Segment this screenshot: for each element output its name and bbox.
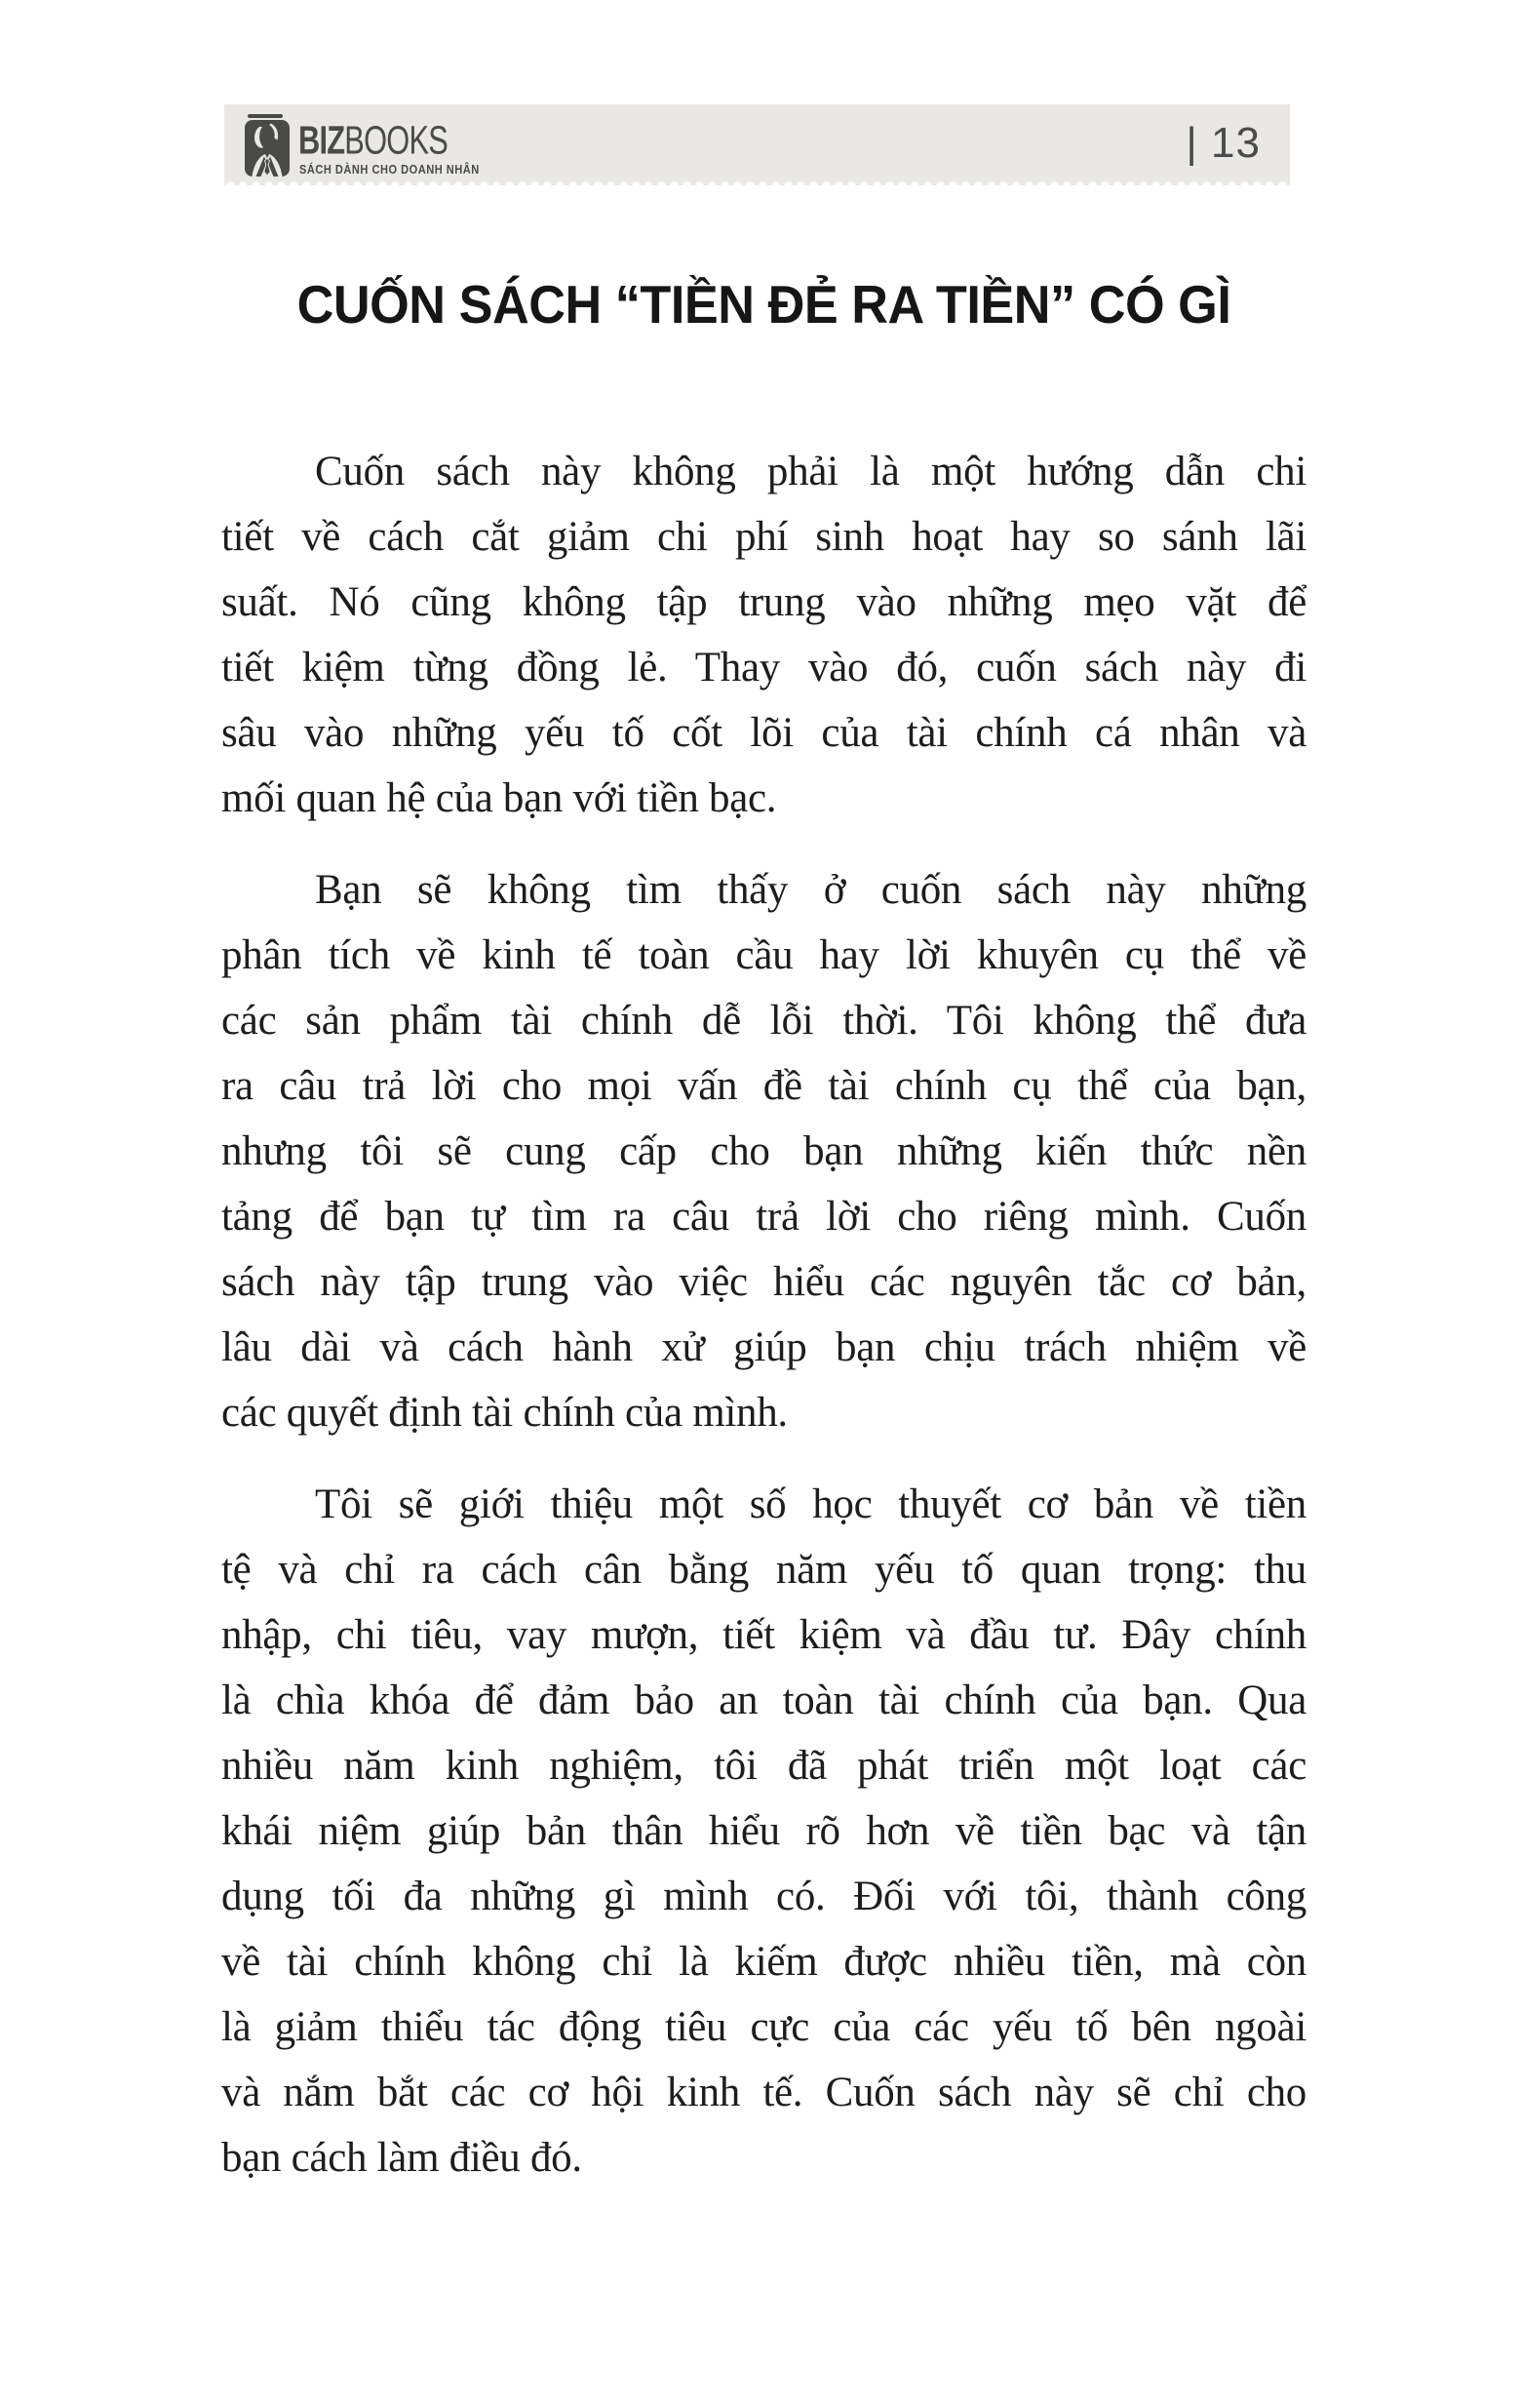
page-number: | 13 bbox=[1186, 119, 1261, 167]
text-line: các sản phẩm tài chính dễ lỗi thời. Tôi không thể đưa bbox=[221, 998, 1306, 1044]
brand-books: BOOKS bbox=[344, 118, 448, 163]
text-line: sâu vào những yếu tố cốt lõi của tài chính cá nhân và bbox=[221, 710, 1306, 756]
brand-wordmark bbox=[298, 120, 448, 162]
text-line: và nắm bắt các cơ hội kinh tế. Cuốn sách này sẽ chỉ cho bbox=[221, 2070, 1306, 2115]
text-line: là giảm thiểu tác động tiêu cực của các yếu tố bên ngoài bbox=[221, 2004, 1306, 2050]
page-header bbox=[224, 104, 1290, 185]
text-line: Cuốn sách này không phải là một hướng dẫn chi bbox=[315, 449, 1306, 494]
text-line: phân tích về kinh tế toàn cầu hay lời khuyên cụ thể về bbox=[221, 932, 1306, 978]
text-line: suất. Nó cũng không tập trung vào những mẹo vặt để bbox=[221, 579, 1306, 625]
text-line: dụng tối đa những gì mình có. Đối với tôi, thành công bbox=[221, 1874, 1306, 1919]
bizbooks-man-book-icon bbox=[245, 114, 290, 177]
text-line: tiết kiệm từng đồng lẻ. Thay vào đó, cuốn sách này đi bbox=[221, 645, 1306, 691]
text-line: các quyết định tài chính của mình. bbox=[221, 1390, 788, 1436]
text-line: về tài chính không chỉ là kiếm được nhiều tiền, mà còn bbox=[221, 1939, 1306, 1985]
text-line: Tôi sẽ giới thiệu một số học thuyết cơ bản về tiền bbox=[315, 1481, 1306, 1527]
paragraph bbox=[221, 1472, 1306, 2191]
text-line: tệ và chỉ ra cách cân bằng năm yếu tố quan trọng: thu bbox=[221, 1547, 1306, 1593]
text-line: nhiều năm kinh nghiệm, tôi đã phát triển một loạt các bbox=[221, 1743, 1306, 1789]
text-line: nhập, chi tiêu, vay mượn, tiết kiệm và đầu tư. Đây chính bbox=[221, 1612, 1306, 1658]
text-line: sách này tập trung vào việc hiểu các nguyên tắc cơ bản, bbox=[221, 1259, 1306, 1305]
text-line: mối quan hệ của bạn với tiền bạc. bbox=[221, 775, 777, 821]
paragraph bbox=[221, 439, 1306, 831]
text-line: tiết về cách cắt giảm chi phí sinh hoạt hay so sánh lãi bbox=[221, 514, 1306, 560]
chapter-title: CUỐN SÁCH “TIỀN ĐẺ RA TIỀN” CÓ GÌ bbox=[296, 274, 1231, 335]
text-line: là chìa khóa để đảm bảo an toàn tài chính của bạn. Qua bbox=[221, 1678, 1306, 1723]
text-line: ra câu trả lời cho mọi vấn đề tài chính cụ thể của bạn, bbox=[221, 1063, 1306, 1109]
paragraph bbox=[221, 857, 1306, 1445]
text-line: khái niệm giúp bản thân hiểu rõ hơn về tiền bạc và tận bbox=[221, 1808, 1306, 1854]
brand-tagline: SÁCH DÀNH CHO DOANH NHÂN bbox=[299, 162, 480, 177]
text-line: Bạn sẽ không tìm thấy ở cuốn sách này những bbox=[315, 867, 1306, 913]
text-line: nhưng tôi sẽ cung cấp cho bạn những kiến thức nền bbox=[221, 1128, 1306, 1174]
text-line: lâu dài và cách hành xử giúp bạn chịu trách nhiệm về bbox=[221, 1324, 1306, 1370]
text-line: bạn cách làm điều đó. bbox=[221, 2135, 582, 2181]
brand-biz: BIZ bbox=[298, 118, 345, 163]
body-text bbox=[221, 439, 1306, 2217]
text-line: tảng để bạn tự tìm ra câu trả lời cho riêng mình. Cuốn bbox=[221, 1194, 1306, 1240]
